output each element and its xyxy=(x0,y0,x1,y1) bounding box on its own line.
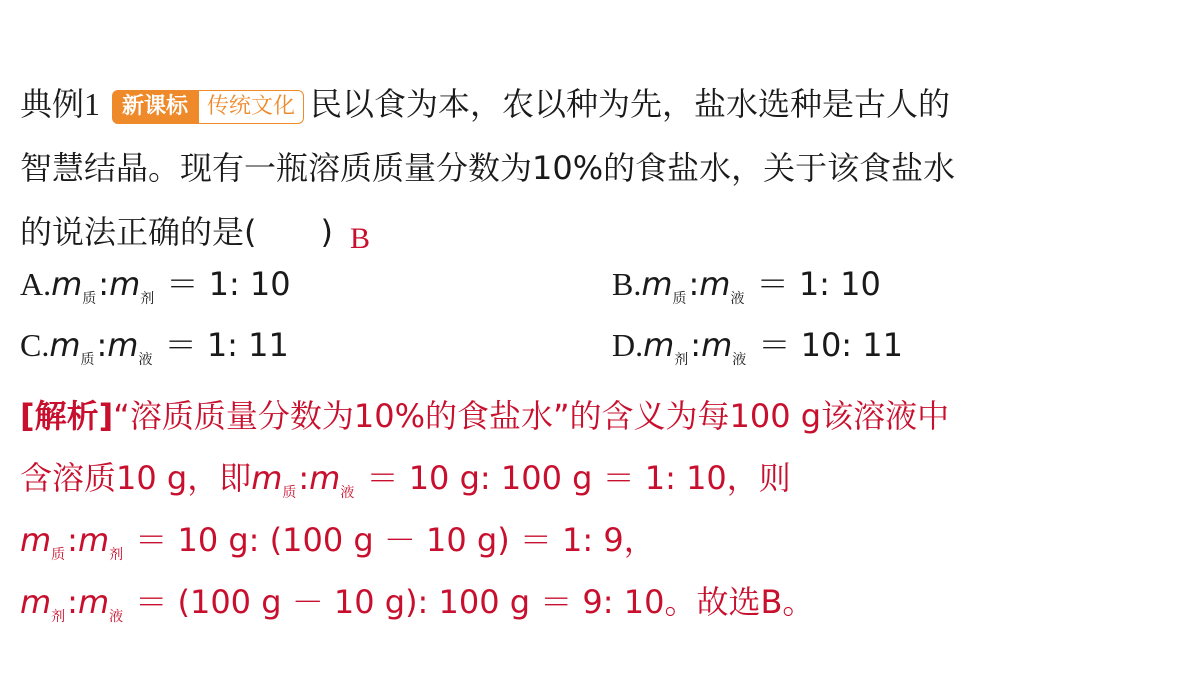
badge xyxy=(112,82,304,124)
option-d-prefix: D. xyxy=(612,327,644,363)
analysis-tag: [解析] xyxy=(20,397,114,435)
var-m: m xyxy=(699,265,731,303)
option-c-value: ＝ 1: 11 xyxy=(154,326,289,364)
subscript: 质 xyxy=(282,485,297,501)
subscript: 液 xyxy=(732,352,747,368)
var-m: m xyxy=(77,521,110,559)
var-m: m xyxy=(49,326,81,364)
analysis-line-2: 含溶质10 g，即$m_质:m_液 = 10$ g: 100 g ＝ 1: 10，则 xyxy=(20,459,791,501)
subscript: 剂 xyxy=(109,547,124,563)
question-line-1 xyxy=(20,84,950,127)
var-m: m xyxy=(107,326,139,364)
var-m: m xyxy=(701,326,733,364)
subscript: 剂 xyxy=(51,609,66,625)
subscript: 液 xyxy=(340,485,355,501)
var-m: m xyxy=(641,265,673,303)
analysis-line-3: $m_质:m_剂 = 10$ g: (100 g － 10 g) ＝ 1: 9， xyxy=(20,521,656,563)
option-b: $B.m_质:m_液 = 1$: 10 xyxy=(612,265,881,307)
question-line-3: 的说法正确的是( ) xyxy=(20,213,333,251)
question-line-2: 智慧结晶。现有一瓶溶质质量分数为10%的食盐水，关于该食盐水 xyxy=(20,149,956,187)
option-b-value: ＝ 1: 10 xyxy=(746,265,881,303)
option-c-prefix: C. xyxy=(20,327,50,363)
var-m: m xyxy=(20,521,52,559)
var-m: m xyxy=(309,459,341,497)
analysis-text-4: ＝ (100 g － 10 g): 100 g ＝ 9: 10。故选B。 xyxy=(125,583,815,621)
var-m: m xyxy=(109,265,141,303)
var-m: m xyxy=(251,459,283,497)
subscript: 质 xyxy=(82,291,97,307)
option-c: $C.m_质:m_液 = 1$: 11 xyxy=(20,326,289,368)
subscript: 质 xyxy=(80,352,95,368)
analysis-text-1: “溶质质量分数为10%的食盐水”的含义为每100 g该溶液中 xyxy=(113,397,950,435)
analysis-line-4: $m_剂:m_液 = (100$ g － 10 g): 100 g ＝ 9: 10。故选B。 xyxy=(20,583,815,625)
subscript: 液 xyxy=(109,609,124,625)
example-label: 典例1 xyxy=(20,86,101,122)
analysis-line-1 xyxy=(20,396,949,436)
option-d: $D.m_剂:m_液 = 10$: 11 xyxy=(612,326,903,368)
option-a: $A.m_质:m_剂 = 1$: 10 xyxy=(20,265,291,307)
option-d-value: ＝ 10: 11 xyxy=(748,326,903,364)
subscript: 质 xyxy=(672,291,687,307)
answer-mark: B xyxy=(350,222,371,255)
var-m: m xyxy=(51,265,83,303)
var-m: m xyxy=(643,326,675,364)
analysis-text-3: ＝ 10 g: (100 g － 10 g) ＝ 1: 9， xyxy=(125,521,656,559)
subscript: 液 xyxy=(730,291,745,307)
analysis-text-2b: ＝ 10 g: 100 g ＝ 1: 10，则 xyxy=(356,459,791,497)
option-b-prefix: B. xyxy=(612,266,642,302)
badge-traditional-culture: 传统文化 xyxy=(198,90,304,124)
badge-new-curriculum: 新课标 xyxy=(112,90,198,124)
option-a-value: ＝ 1: 10 xyxy=(156,265,291,303)
option-a-prefix: A. xyxy=(20,266,52,302)
subscript: 液 xyxy=(138,352,153,368)
var-m: m xyxy=(77,583,110,621)
question-text-1: 民以食为本，农以种为先，盐水选种是古人的 xyxy=(310,85,951,123)
var-m: m xyxy=(20,583,52,621)
subscript: 剂 xyxy=(674,352,689,368)
subscript: 质 xyxy=(51,547,66,563)
subscript: 剂 xyxy=(140,291,155,307)
analysis-text-2a: 含溶质10 g，即 xyxy=(20,459,252,497)
